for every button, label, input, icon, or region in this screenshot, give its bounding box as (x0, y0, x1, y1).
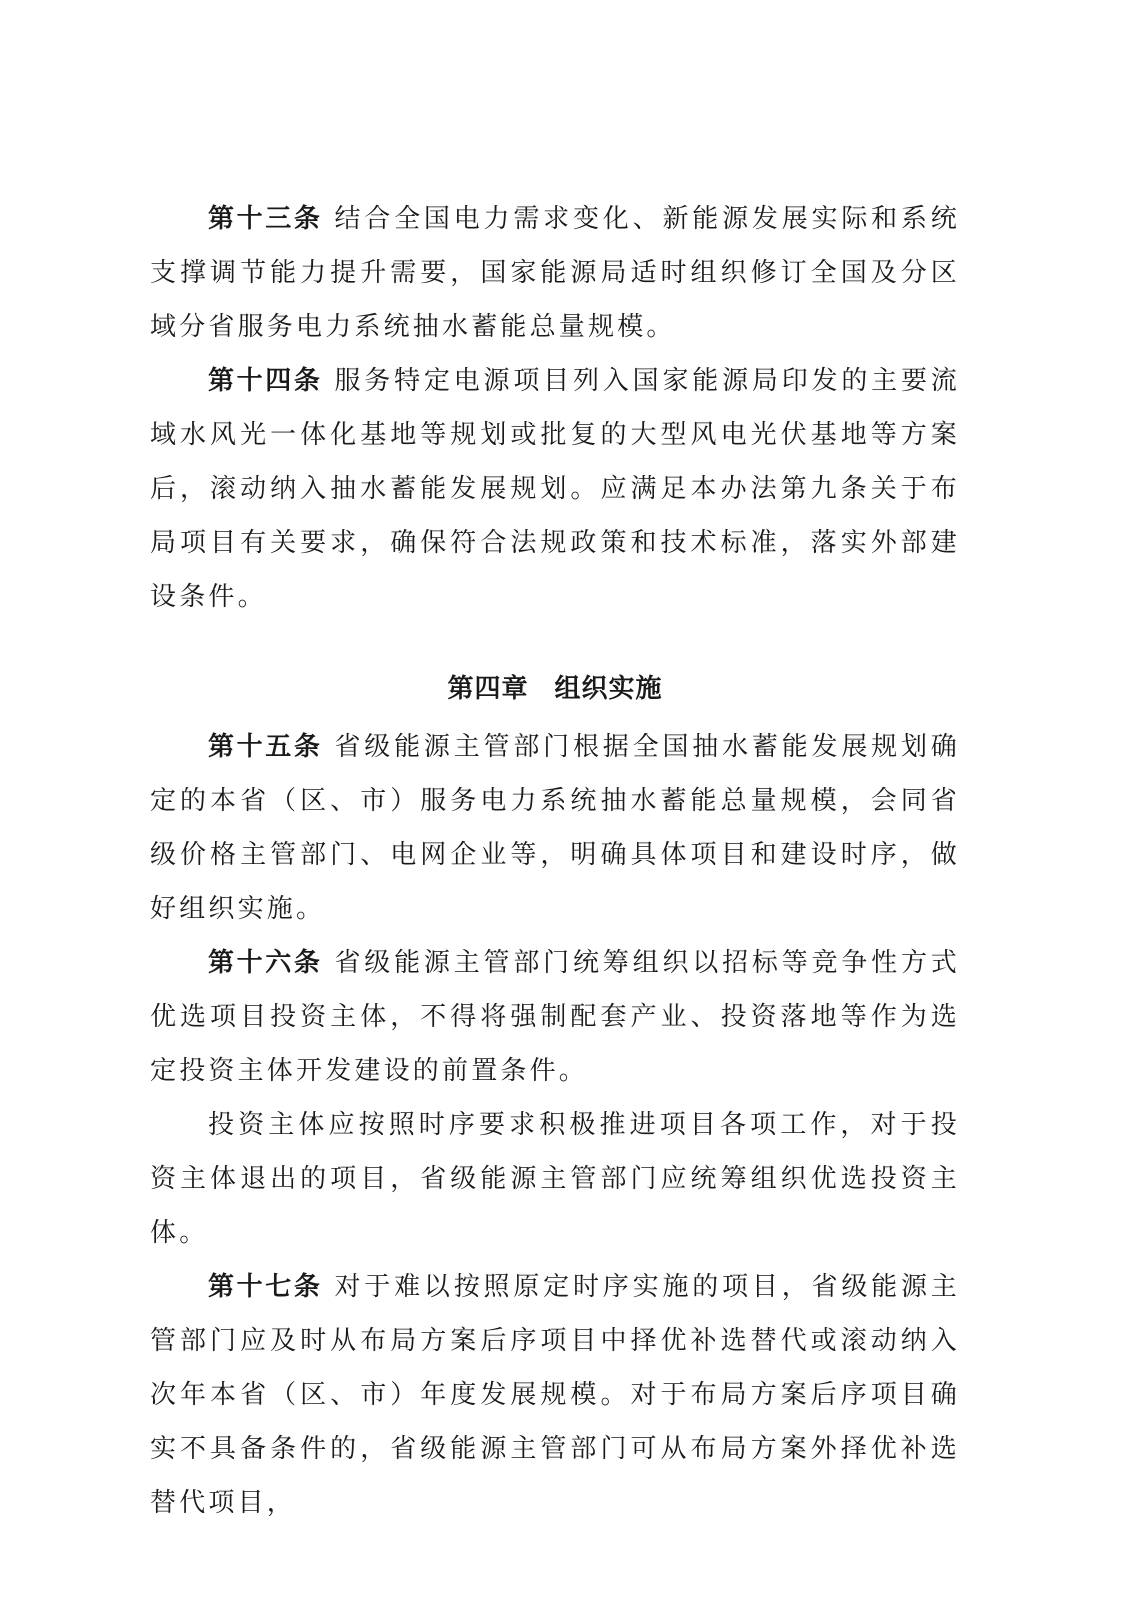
chapter-title: 组织实施 (554, 674, 663, 704)
paragraph-investor-text: 投资主体应按照时序要求积极推进项目各项工作，对于投资主体退出的项目，省级能源主管部门应统筹组织优选投资主体。 (150, 1110, 960, 1248)
chapter-heading (150, 624, 960, 720)
chapter-number: 第四章 (447, 674, 529, 704)
article-15-text: 省级能源主管部门根据全国抽水蓄能发展规划确定的本省（区、市）服务电力系统抽水蓄能总量规模，会同省级价格主管部门、电网企业等，明确具体项目和建设时序，做好组织实施。 (150, 732, 960, 924)
article-13-text: 结合全国电力需求变化、新能源发展实际和系统支撑调节能力提升需要，国家能源局适时组织修订全国及分区域分省服务电力系统抽水蓄能总量规模。 (150, 204, 960, 342)
article-17-text: 对于难以按照原定时序实施的项目，省级能源主管部门应及时从布局方案后序项目中择优补选替代或滚动纳入次年本省（区、市）年度发展规模。对于布局方案后序项目确实不具备条件的，省级能源主管部门可从布局方案外择优补选替代项目， (150, 1272, 960, 1518)
article-13 (150, 192, 960, 354)
paragraph-investor (150, 1098, 960, 1260)
article-14-text: 服务特定电源项目列入国家能源局印发的主要流域水风光一体化基地等规划或批复的大型风电光伏基地等方案后，滚动纳入抽水蓄能发展规划。应满足本办法第九条关于布局项目有关要求，确保符合法规政策和技术标准，落实外部建设条件。 (150, 366, 960, 612)
article-16 (150, 936, 960, 1098)
article-15-number: 第十五条 (208, 732, 323, 762)
article-17 (150, 1260, 960, 1530)
article-14-number: 第十四条 (208, 366, 323, 396)
document-page (150, 192, 960, 1530)
article-15 (150, 720, 960, 936)
article-16-number: 第十六条 (208, 948, 323, 978)
article-16-text: 省级能源主管部门统筹组织以招标等竞争性方式优选项目投资主体，不得将强制配套产业、投资落地等作为选定投资主体开发建设的前置条件。 (150, 948, 960, 1086)
article-17-number: 第十七条 (208, 1272, 323, 1302)
article-14 (150, 354, 960, 624)
article-13-number: 第十三条 (208, 204, 323, 234)
